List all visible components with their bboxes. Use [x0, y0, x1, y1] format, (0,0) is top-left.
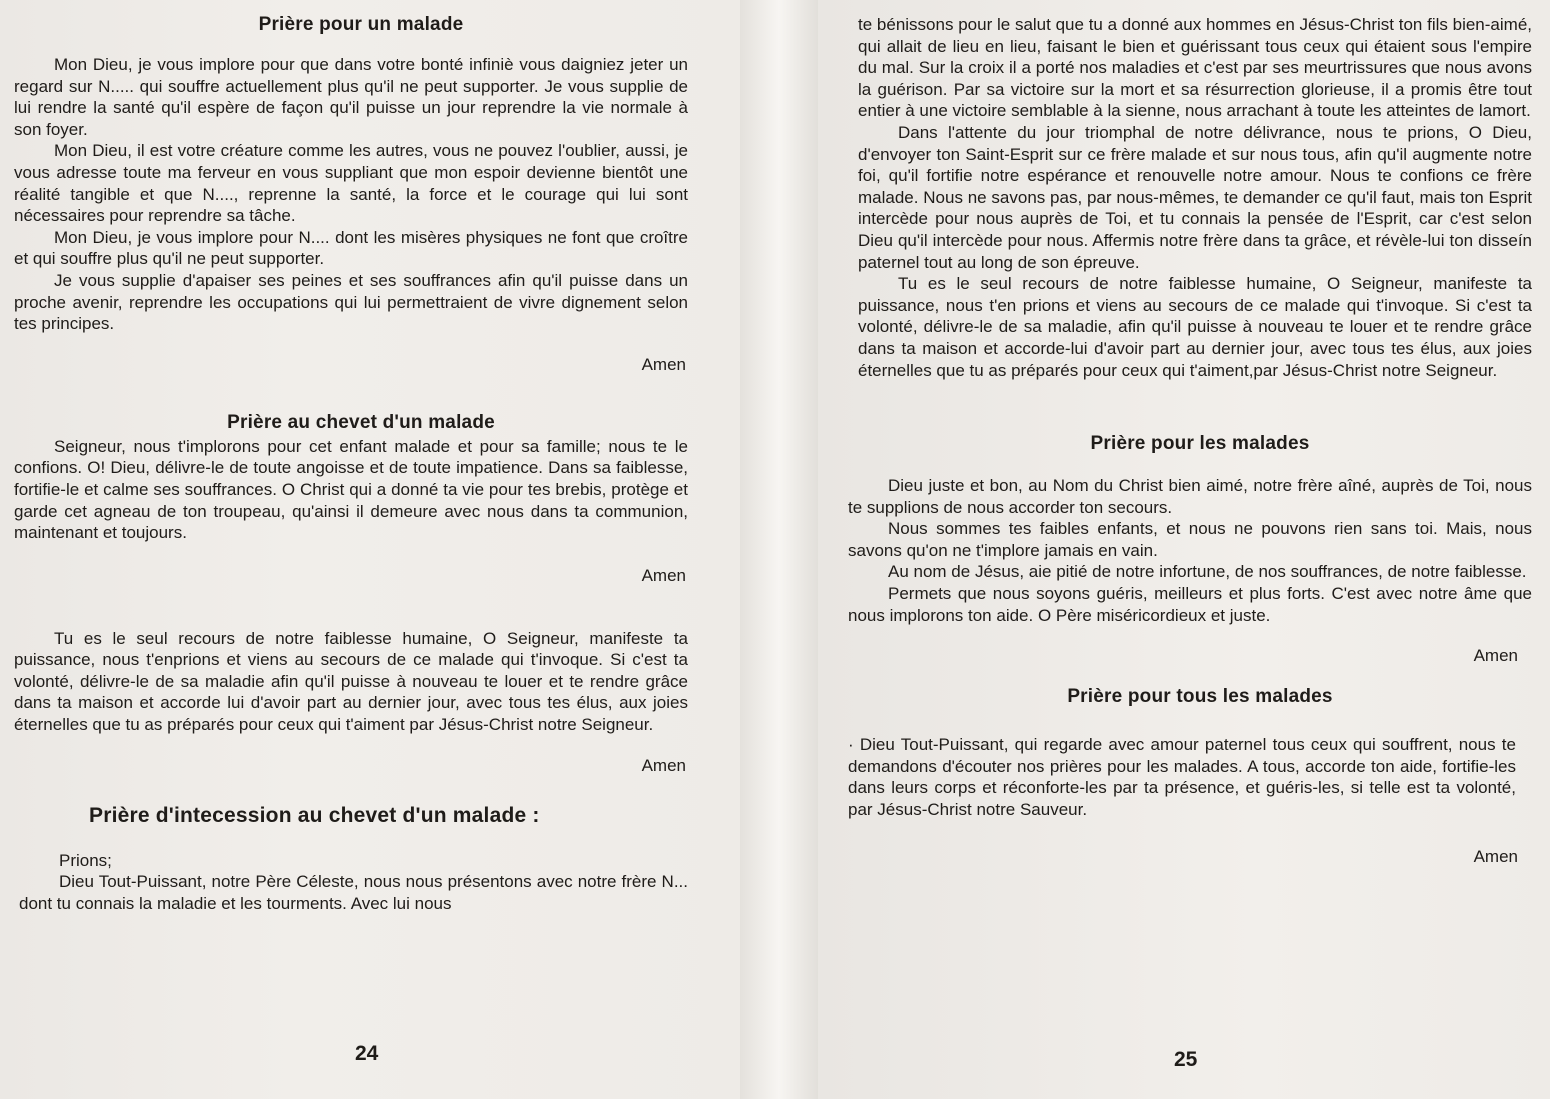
section-priere-pour-un-malade — [14, 14, 688, 375]
amen: Amen — [641, 565, 686, 585]
paragraph: Mon Dieu, il est votre créature comme les autres, vous ne pouvez l'oublier, aussi, je vous adresse toute ma ferveur en vous suppliant que mon espoir devienne bientôt une réalité tangible et que N...., reprenne la santé, la force et le courage qui lui sont nécessaires pour reprendre sa tâche. — [14, 141, 688, 226]
paragraph: Tu es le seul recours de notre faiblesse humaine, O Seigneur, manifeste ta puissance, nous t'enprions et viens au secours de ce malade qui t'invoque. Si c'est ta volonté, délivre-le de sa maladie afin qu'il puisse à nouveau te louer et te rendre grâce dans ta maison et accorde lui d'avoir part au dernier jour, avec tous tes élus, aux joies éternelles que tu as préparés pour ceux qui t'aiment par Jésus-Christ notre Seigneur. — [14, 628, 688, 735]
paragraph: Seigneur, nous t'implorons pour cet enfant malade et pour sa famille; nous te le confions. O! Dieu, délivre-le de toute angoisse et de toute impatience. Dans sa faiblesse, fortifie-le et calme ses souffrances. O Christ qui a donné ta vie pour tes brebis, protège et garde cet agneau de ton troupeau, qu'ainsi il demeure avec nous dans ta communion, maintenant et toujours. — [14, 436, 688, 543]
section-priere-pour-tous-les-malades — [848, 686, 1532, 866]
paragraph: Dieu Tout-Puissant, notre Père Céleste, nous nous présentons avec notre frère N... dont tu connais la maladie et les tourments. Avec lui nous — [19, 872, 688, 913]
section-continuation — [848, 14, 1532, 381]
paragraph: Nous sommes tes faibles enfants, et nous ne pouvons rien sans toi. Mais, nous savons qu'on ne t'implore jamais en vain. — [848, 519, 1532, 560]
section-title: Prière d'intecession au chevet d'un malade : — [89, 803, 540, 827]
paragraph: Je vous supplie d'apaiser ses peines et ses souffrances afin qu'il puisse dans un proche avenir, reprendre les occupations qui lui permettraient de vivre dignement selon tes principes. — [14, 270, 688, 334]
section-title: Prière pour les malades — [1090, 433, 1310, 455]
paragraph: Tu es le seul recours de notre faiblesse humaine, O Seigneur, manifeste ta puissance, nous t'en prions et viens au secours de ce malade qui t'invoque. Si c'est ta volonté, délivre-le de sa maladie, afin qu'il puisse à nouveau te louer et te rendre grâce dans ta maison et accorde-lui d'avoir part au dernier jour, avec tous tes élus, aux joies éternelles que tu as préparés pour ceux qui t'aiment,par Jésus-Christ notre Seigneur. — [858, 274, 1532, 380]
amen: Amen — [1473, 846, 1518, 866]
paragraph: Dans l'attente du jour triomphal de notre délivrance, nous te prions, O Dieu, d'envoyer ton Saint-Esprit sur ce frère malade et sur nous tous, afin qu'il augmente notre foi, qu'il fortifie notre espérance et renouvelle notre amour. Nous te confions ce frère malade. Nous ne savons pas, par nous-mêmes, te demander ce qu'il faut, mais ton Esprit intercède pour nous auprès de Toi, et tu connais la pensée de l'Esprit, car c'est selon Dieu qu'il intercède pour nous. Affermis notre frère dans ta grâce, et révèle-lui ton disseín paternel tout au long de son épreuve. — [858, 122, 1532, 272]
section-priere-pour-les-malades — [848, 433, 1532, 666]
amen: Amen — [641, 755, 686, 775]
page-number: 25 — [1174, 1048, 1198, 1071]
section-title: Prière pour tous les malades — [1067, 686, 1333, 708]
section-title: Prière au chevet d'un malade — [227, 411, 495, 433]
left-page — [0, 0, 740, 1099]
page-number: 24 — [355, 1042, 379, 1065]
paragraph: · Dieu Tout-Puissant, qui regarde avec amour paternel tous ceux qui souffrent, nous te demandons d'écouter nos prières pour les malades. A tous, accorde ton aide, fortifie-les dans leurs corps et réconforte-les par ta présence, et guéris-les, si telle est ta volonté, par Jésus-Christ notre Sauveur. — [848, 735, 1516, 820]
paragraph: Mon Dieu, je vous implore pour que dans votre bonté infiniè vous daigniez jeter un regard sur N..... qui souffre actuellement plus qu'il ne peut supporter. Je vous supplie de lui rendre la santé qu'il espère de façon qu'il puisse un jour reprendre la vie normale à son foyer. — [14, 55, 688, 139]
prions-label: Prions; — [59, 850, 112, 870]
paragraph: Permets que nous soyons guéris, meilleurs et plus forts. C'est avec notre âme que nous implorons ton aide. O Père miséricordieux et juste. — [848, 584, 1532, 625]
section-intercession — [14, 804, 688, 915]
paragraph: Au nom de Jésus, aie pitié de notre infortune, de nos souffrances, de notre faiblesse. — [888, 562, 1527, 582]
paragraph: te bénissons pour le salut que tu a donné aux hommes en Jésus-Christ ton fils bien-aimé, qui allait de lieu en lieu, faisant le bien et guérissant tous ceux qui étaient sous l'empire du mal. Sur la croix il a porté nos maladies et c'est par ses meurtrissures que nous avons la guérison. Par sa victoire sur la mort et sa résurrection glorieuse, il a promis être tout entier à une victoire semblable à la sienne, nous arrachant à toute les atteintes de lamort. — [858, 15, 1532, 121]
section-priere-au-chevet — [14, 412, 688, 586]
amen: Amen — [641, 354, 686, 374]
right-page — [818, 0, 1550, 1099]
amen: Amen — [1473, 646, 1518, 666]
section-seul-recours — [14, 628, 688, 776]
book-gutter — [740, 0, 818, 1099]
paragraph: Mon Dieu, je vous implore pour N.... dont les misères physiques ne font que croître et qui souffre plus qu'il ne peut supporter. — [14, 227, 688, 269]
section-title: Prière pour un malade — [258, 14, 464, 35]
paragraph: Dieu juste et bon, au Nom du Christ bien aimé, notre frère aîné, auprès de Toi, nous te supplions de nous accorder ton secours. — [848, 476, 1532, 517]
